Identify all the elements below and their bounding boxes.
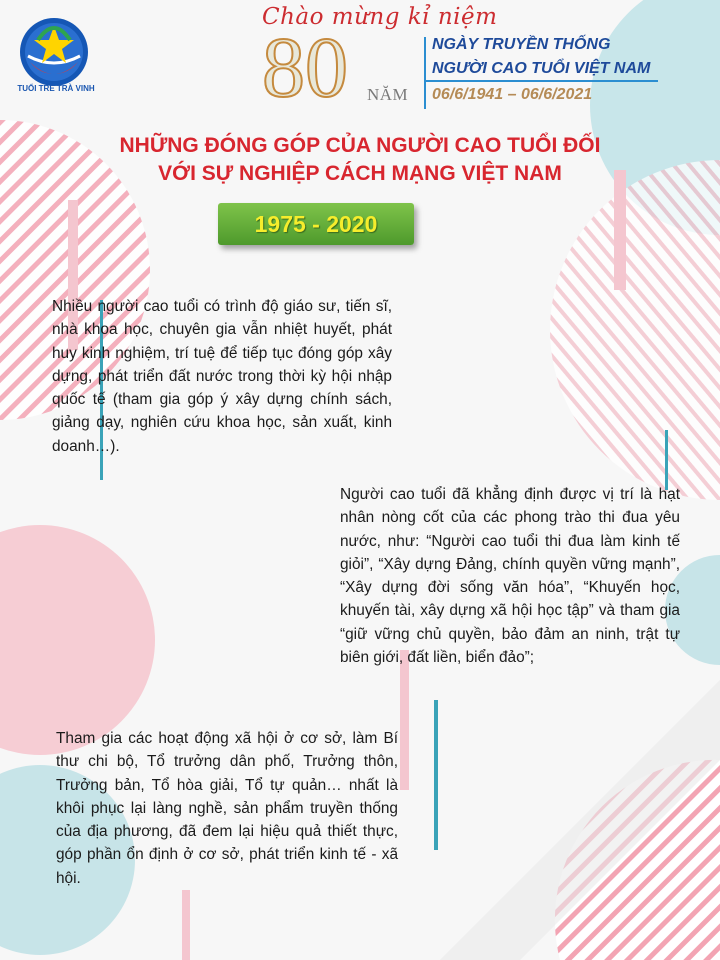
header-line-2: NGƯỜI CAO TUỔI VIỆT NAM [432, 60, 651, 77]
header-dates: 06/6/1941 – 06/6/2021 [432, 86, 593, 103]
header-line-1: NGÀY TRUYỀN THỐNG [432, 36, 611, 53]
logo-caption: TUỔI TRẺ TRÀ VINH [17, 84, 95, 93]
page-title-line-2: VỚI SỰ NGHIỆP CÁCH MẠNG VIỆT NAM [158, 162, 562, 185]
pink-bar-right [614, 170, 626, 290]
paragraph-3: Tham gia các hoạt động xã hội ở cơ sở, làm Bí thư chi bộ, Tổ trưởng dân phố, Trưởng thôn, Trưởng bản, Tổ hòa giải, Tổ tự quản… nhất là khôi phục lại làng nghề, sản phẩm truyền thống của địa phương, đã đem lại hiệu quả thiết thực, góp phần ổn định ở cơ sở, phát triển kinh tế - xã hội. [56, 730, 398, 887]
page-title-line-1: NHỮNG ĐÓNG GÓP CỦA NGƯỜI CAO TUỔI ĐỐI [119, 134, 601, 157]
anniversary-number: 80 [262, 19, 348, 115]
teal-bar-mid [434, 700, 438, 850]
header-divider-horizontal [426, 80, 658, 82]
celebration-heading: Chào mừng kỉ niệm [262, 4, 498, 30]
paragraph-1: Nhiều người cao tuổi có trình độ giáo sư, tiến sĩ, nhà khoa học, chuyên gia vẫn nhiệt huyết, phát huy kinh nghiệm, trí tuệ để tiếp tục đóng góp xây dựng, phát triển đất nước trong thời kỳ hội nhập quốc tế (tham gia góp ý xây dựng chính sách, giảng dạy, nghiên cứu khoa học, sản xuất, kinh doanh…). [52, 298, 392, 455]
teal-bar-right [665, 430, 668, 490]
anniversary-unit: NĂM [367, 85, 409, 104]
paragraph-2: Người cao tuổi đã khẳng định được vị trí là hạt nhân nòng cốt của các phong trào thi đua yêu nước, như: “Người cao tuổi thi đua làm kinh tế giỏi”, “Xây dựng Đảng, chính quyền vững mạnh”, “Xây dựng đời sống văn hóa”, “Khuyến học, khuyến tài, xây dựng xã hội học tập” và tham gia “giữ vững chủ quyền, bảo đảm an ninh, trật tự biên giới, đất liền, biển đảo”; [340, 486, 680, 667]
header-divider-vertical [424, 37, 426, 109]
pink-bar-bottom-left [182, 890, 190, 960]
pink-bar-mid [400, 650, 409, 790]
period-badge: 1975 - 2020 [218, 203, 414, 245]
